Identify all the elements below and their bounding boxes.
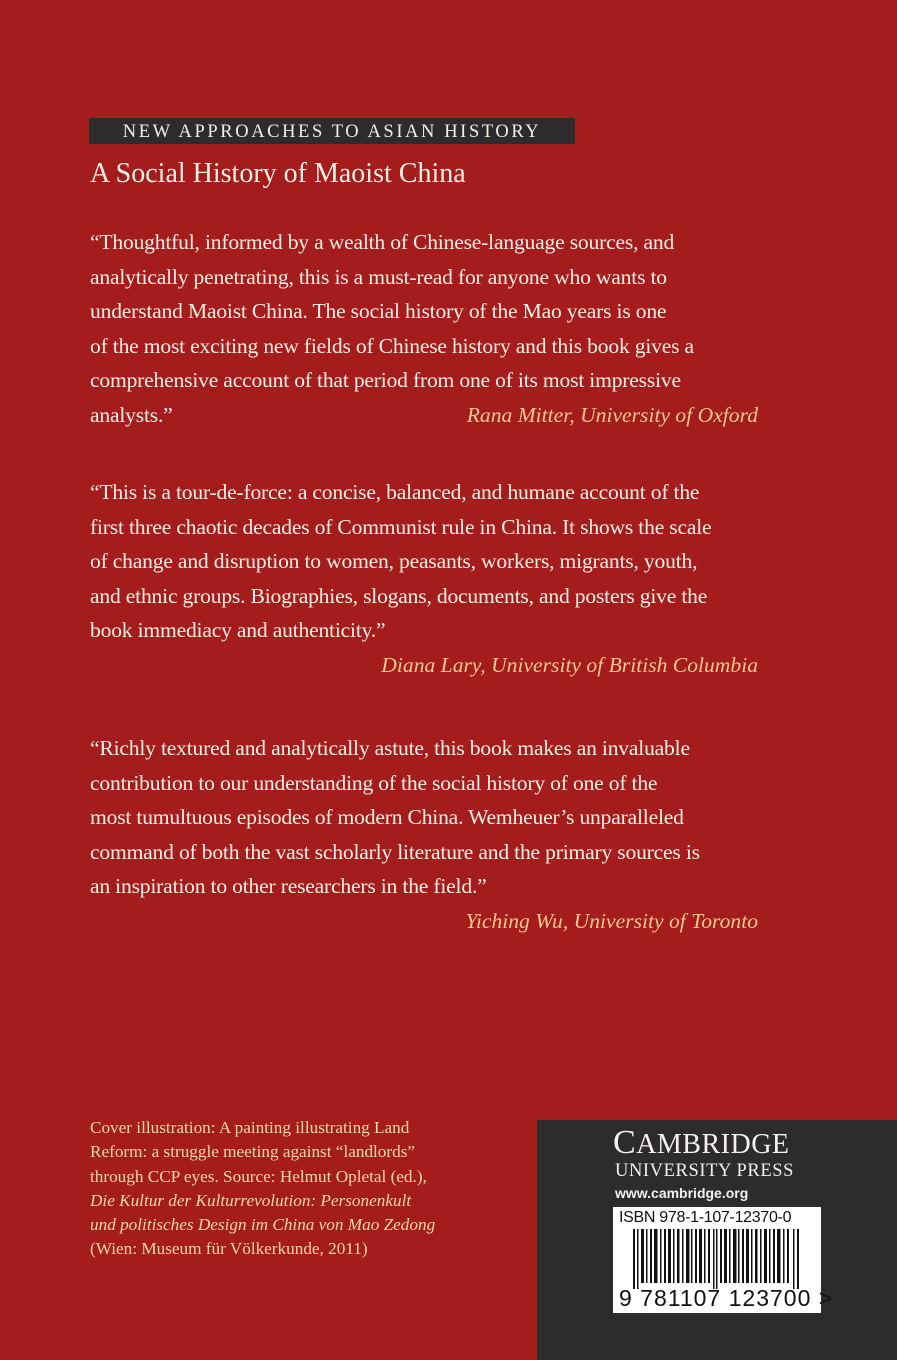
quote-line: first three chaotic decades of Communist rule in China. It shows the scale bbox=[90, 514, 712, 539]
quote-line: command of both the vast scholarly literature and the primary sources is bbox=[90, 839, 700, 864]
series-label: NEW APPROACHES TO ASIAN HISTORY bbox=[122, 122, 542, 142]
endorsement-quote-1 bbox=[90, 225, 760, 432]
quote-attribution: Yiching Wu, University of Toronto bbox=[465, 908, 758, 933]
credit-line: Cover illustration: A painting illustrating Land bbox=[90, 1118, 410, 1137]
isbn-barcode bbox=[613, 1207, 834, 1313]
series-banner bbox=[89, 118, 575, 144]
endorsement-quote-2 bbox=[90, 475, 760, 682]
isbn-label: ISBN 978-1-107-12370-0 bbox=[619, 1209, 792, 1226]
barcode-icon bbox=[633, 1229, 801, 1289]
quote-line: and ethnic groups. Biographies, slogans, documents, and posters give the bbox=[90, 583, 708, 608]
quote-line: “This is a tour-de-force: a concise, balanced, and humane account of the bbox=[90, 480, 700, 504]
quote-line: book immediacy and authenticity.” bbox=[90, 618, 386, 642]
quote-line: of change and disruption to women, peasants, workers, migrants, youth, bbox=[90, 549, 698, 573]
quote-attribution: Rana Mitter, University of Oxford bbox=[466, 402, 758, 427]
credit-line: Reform: a struggle meeting against “landlords” bbox=[90, 1142, 416, 1162]
credit-line: through CCP eyes. Source: Helmut Opletal (ed.), bbox=[90, 1166, 427, 1186]
publisher-url: www.cambridge.org bbox=[615, 1185, 749, 1201]
quote-line: analysts.” bbox=[90, 402, 173, 427]
cover-illustration-credit bbox=[90, 1116, 530, 1262]
credit-source-title: und politisches Design im China von Mao Zedong bbox=[90, 1215, 436, 1235]
credit-source-title: Die Kultur der Kulturrevolution: Personenkult bbox=[90, 1190, 412, 1210]
quote-attribution: Diana Lary, University of British Columbia bbox=[381, 652, 758, 677]
endorsement-quote-3 bbox=[90, 731, 760, 938]
quote-line: understand Maoist China. The social history of the Mao years is one bbox=[90, 299, 667, 323]
credit-line: (Wien: Museum für Völkerkunde, 2011) bbox=[90, 1239, 368, 1259]
book-title: A Social History of Maoist China bbox=[90, 158, 466, 189]
publisher-name-cap: C bbox=[613, 1124, 637, 1161]
quote-line: contribution to our understanding of the social history of one of the bbox=[90, 770, 658, 795]
quote-line: most tumultuous episodes of modern China. Wemheuer’s unparalleled bbox=[90, 805, 684, 829]
barcode-digits: 9 781107 123700 > bbox=[619, 1285, 834, 1311]
publisher-logo bbox=[613, 1126, 790, 1162]
publisher-name-rest: AMBRIDGE bbox=[636, 1129, 790, 1160]
quote-line: comprehensive account of that period from one of its most impressive bbox=[90, 368, 681, 392]
quote-closing-row bbox=[90, 398, 760, 433]
quote-line: “Thoughtful, informed by a wealth of Chinese-language sources, and bbox=[90, 230, 675, 254]
quote-line: an inspiration to other researchers in the field.” bbox=[90, 874, 487, 898]
publisher-subname: UNIVERSITY PRESS bbox=[615, 1161, 795, 1181]
publisher-panel bbox=[537, 1120, 897, 1360]
quote-line: “Richly textured and analytically astute, this book makes an invaluable bbox=[90, 736, 690, 760]
quote-line: of the most exciting new fields of Chinese history and this book gives a bbox=[90, 333, 694, 358]
quote-line: analytically penetrating, this is a must-read for anyone who wants to bbox=[90, 264, 667, 289]
